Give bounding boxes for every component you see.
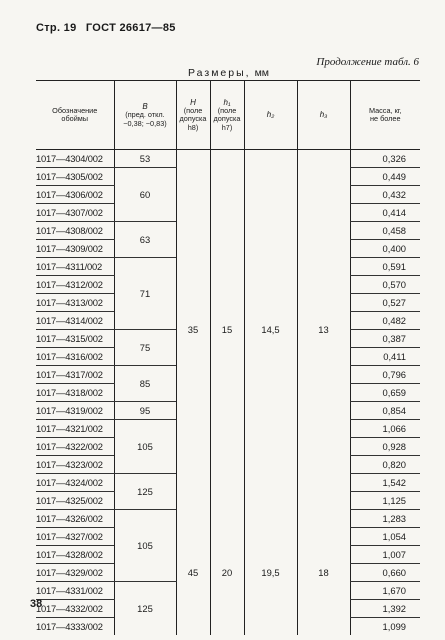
designation-cell: 1017—4323/002 [36, 456, 114, 474]
b-cell: 95 [114, 402, 176, 420]
standard-number: ГОСТ 26617—85 [85, 22, 176, 34]
designation-cell: 1017—4331/002 [36, 582, 114, 600]
mass-cell: 1,670 [350, 582, 420, 600]
mass-cell: 0,820 [350, 456, 420, 474]
designation-cell: 1017—4309/002 [36, 240, 114, 258]
table-row [36, 150, 420, 168]
mass-cell: 0,527 [350, 294, 420, 312]
header-h3: h₃ [297, 81, 350, 150]
designation-cell: 1017—4321/002 [36, 420, 114, 438]
b-cell: 63 [114, 222, 176, 258]
mass-cell: 0,432 [350, 186, 420, 204]
table-continuation-note: Продолжение табл. 6 [316, 56, 419, 68]
mass-cell: 1,066 [350, 420, 420, 438]
designation-cell: 1017—4305/002 [36, 168, 114, 186]
designation-cell: 1017—4326/002 [36, 510, 114, 528]
designation-cell: 1017—4315/002 [36, 330, 114, 348]
h3-cell: 13 [297, 150, 350, 510]
designation-cell: 1017—4325/002 [36, 492, 114, 510]
mass-cell: 0,387 [350, 330, 420, 348]
mass-cell: 0,400 [350, 240, 420, 258]
dimensions-table [36, 80, 420, 635]
mass-cell: 1,054 [350, 528, 420, 546]
b-cell: 75 [114, 330, 176, 366]
designation-cell: 1017—4308/002 [36, 222, 114, 240]
header-h1: h₁ (поле допуска h7) [210, 81, 244, 150]
mass-cell: 0,660 [350, 564, 420, 582]
b-cell: 125 [114, 582, 176, 636]
b-cell: 85 [114, 366, 176, 402]
designation-cell: 1017—4318/002 [36, 384, 114, 402]
mass-cell: 0,414 [350, 204, 420, 222]
designation-cell: 1017—4328/002 [36, 546, 114, 564]
h1-cell: 20 [210, 510, 244, 636]
mass-cell: 0,570 [350, 276, 420, 294]
b-cell: 71 [114, 258, 176, 330]
mass-cell: 0,482 [350, 312, 420, 330]
page-number: 38 [30, 598, 43, 610]
dimensions-title: Размеры, [188, 67, 251, 79]
mass-cell: 0,591 [350, 258, 420, 276]
dimensions-unit: мм [254, 67, 269, 79]
header-h2: h₂ [244, 81, 297, 150]
b-cell: 105 [114, 510, 176, 582]
mass-cell: 0,411 [350, 348, 420, 366]
mass-cell: 1,125 [350, 492, 420, 510]
designation-cell: 1017—4306/002 [36, 186, 114, 204]
designation-cell: 1017—4329/002 [36, 564, 114, 582]
h-cell: 35 [176, 150, 210, 510]
mass-cell: 0,326 [350, 150, 420, 168]
mass-cell: 0,928 [350, 438, 420, 456]
designation-cell: 1017—4322/002 [36, 438, 114, 456]
header-b: B (пред. откл. −0,38; −0,83) [114, 81, 176, 150]
h-cell: 45 [176, 510, 210, 636]
header-mass: Масса, кг, не более [350, 81, 420, 150]
table-row [36, 510, 420, 528]
designation-cell: 1017—4317/002 [36, 366, 114, 384]
mass-cell: 1,099 [350, 618, 420, 636]
designation-cell: 1017—4314/002 [36, 312, 114, 330]
b-cell: 105 [114, 420, 176, 474]
designation-cell: 1017—4304/002 [36, 150, 114, 168]
h2-cell: 14,5 [244, 150, 297, 510]
mass-cell: 0,854 [350, 402, 420, 420]
designation-cell: 1017—4311/002 [36, 258, 114, 276]
header-designation: Обозначение обоймы [36, 81, 114, 150]
designation-cell: 1017—4319/002 [36, 402, 114, 420]
mass-cell: 0,659 [350, 384, 420, 402]
designation-cell: 1017—4327/002 [36, 528, 114, 546]
mass-cell: 0,458 [350, 222, 420, 240]
mass-cell: 0,796 [350, 366, 420, 384]
h2-cell: 19,5 [244, 510, 297, 636]
b-cell: 60 [114, 168, 176, 222]
b-cell: 53 [114, 150, 176, 168]
h1-cell: 15 [210, 150, 244, 510]
designation-cell: 1017—4333/002 [36, 621, 103, 632]
mass-cell: 1,392 [350, 600, 420, 618]
mass-cell: 1,283 [350, 510, 420, 528]
designation-cell: 1017—4316/002 [36, 348, 114, 366]
dimensions-caption [188, 67, 269, 79]
table-header-row [36, 81, 420, 150]
designation-cell: 1017—4332/002 [36, 600, 114, 618]
mass-cell: 1,007 [350, 546, 420, 564]
b-cell: 125 [114, 474, 176, 510]
mass-cell: 1,542 [350, 474, 420, 492]
designation-cell: 1017—4313/002 [36, 294, 114, 312]
h3-cell: 18 [297, 510, 350, 636]
header-h: H (поле допуска h8) [176, 81, 210, 150]
mass-cell: 0,449 [350, 168, 420, 186]
page-label: Стр. 19 [36, 22, 77, 34]
designation-cell: 1017—4307/002 [36, 204, 114, 222]
designation-cell: 1017—4324/002 [36, 474, 114, 492]
page-header [36, 22, 176, 34]
designation-cell: 1017—4312/002 [36, 276, 114, 294]
